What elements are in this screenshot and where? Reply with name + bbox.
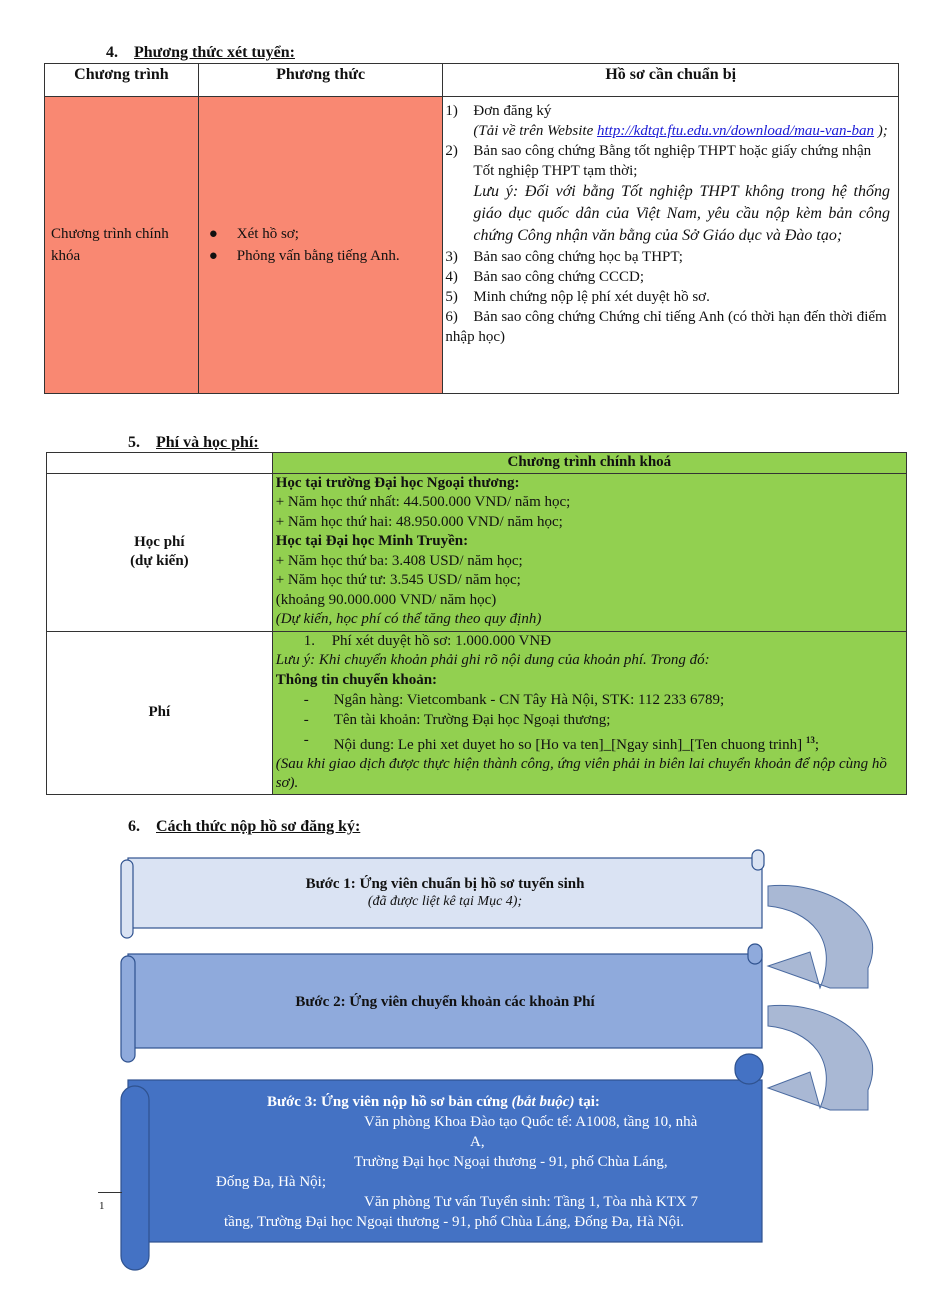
doc-item-5: 5) Minh chứng nộp lệ phí xét duyệt hồ sơ. xyxy=(445,289,710,305)
curved-arrow-2 xyxy=(768,1005,873,1110)
header-documents: Hồ sơ cần chuẩn bị xyxy=(443,64,899,97)
method-cell xyxy=(198,97,443,394)
method-item: ● Xét hồ sơ; xyxy=(208,226,299,242)
section-5-heading xyxy=(128,434,259,452)
footnote-separator xyxy=(98,1192,122,1193)
fee-label-cell: Phí xyxy=(47,631,273,794)
documents-cell xyxy=(443,97,899,394)
section-number: 5. xyxy=(128,434,140,451)
doc-item-4: 4) Bản sao công chứng CCCD; xyxy=(445,269,645,285)
header-main-program: Chương trình chính khoá xyxy=(272,453,906,474)
step-1-text: Bước 1: Ứng viên chuẩn bị hồ sơ tuyển sinh (đã được liệt kê tại Mục 4); xyxy=(305,876,585,909)
doc-item-2: 2) Bản sao công chứng Bằng tốt nghiệp THPT hoặc giấy chứng nhận Tốt nghiệp THPT tạm thời; xyxy=(445,143,872,179)
tuition-cell: Học tại trường Đại học Ngoại thương: + Năm học thứ nhất: 44.500.000 VND/ năm học; + Năm học thứ hai: 48.950.000 VND/ năm học; Học tại Đại học Minh Truyền: + Năm học thứ ba: 3.408 USD/ năm học; + Năm học thứ tư: 3.545 USD/ năm học; (khoảng 90.000.000 VND/ năm học) (Dự kiến, học phí có thể tăng theo quy định) xyxy=(272,473,906,631)
doc-item-1: 1) Đơn đăng ký xyxy=(445,103,552,119)
doc-item-2-note: Lưu ý: Đối với bằng Tốt nghiệp THPT không trong hệ thống giáo dục quốc dân của Việt Nam, yêu cầu nộp kèm bản công chứng Công nhận văn bằng của Sở Giáo dục và Đào tạo; xyxy=(473,183,890,244)
tuition-label-cell: Học phí (dự kiến) xyxy=(47,473,273,631)
empty-header-cell xyxy=(47,453,273,474)
section-title: Cách thức nộp hồ sơ đăng ký: xyxy=(156,818,361,835)
program-name: Chương trình chính khóa xyxy=(51,226,169,264)
doc-item-6: 6) Bản sao công chứng Chứng chỉ tiếng Anh (có thời hạn đến thời điểm nhập học) xyxy=(445,309,887,345)
section-4-heading xyxy=(106,44,295,62)
doc-item-3: 3) Bản sao công chứng học bạ THPT; xyxy=(445,249,683,265)
header-program: Chương trình xyxy=(45,64,199,97)
header-method: Phương thức xyxy=(198,64,443,97)
section-title: Phí và học phí: xyxy=(156,434,259,451)
section-number: 6. xyxy=(128,818,140,835)
admission-method-table xyxy=(44,63,899,394)
download-link[interactable]: http://kdtqt.ftu.edu.vn/download/mau-van-ban xyxy=(597,123,875,139)
fee-cell: 1. Phí xét duyệt hồ sơ: 1.000.000 VNĐ Lưu ý: Khi chuyển khoản phải ghi rõ nội dung của khoản phí. Trong đó: Thông tin chuyển khoản: - Ngân hàng: Vietcombank - CN Tây Hà Nội, STK: 112 233 6789; - Tên tài khoản: Trường Đại học Ngoại thương; - Nội dung: Le phi xet duyet ho so [Ho va ten]_[Ngay sinh]_[Ten chuong trinh] $^{13}$; (Sau khi giao dịch được thực hiện thành công, ứng viên phải in biên lai chuyển khoản để nộp cùng hồ sơ). xyxy=(272,631,906,794)
method-item: ● Phỏng vấn bằng tiếng Anh. xyxy=(208,248,400,264)
doc-item-1-note: (Tải về trên Website http://kdtqt.ftu.edu.vn/download/mau-van-ban ); xyxy=(473,123,888,139)
step-2-text: Bước 2: Ứng viên chuyển khoản các khoản Phí xyxy=(295,994,595,1010)
section-6-heading xyxy=(128,818,360,836)
curved-arrow-1 xyxy=(768,885,873,988)
fee-table xyxy=(46,452,907,795)
footnote-marker: 1 xyxy=(99,1200,105,1212)
section-number: 4. xyxy=(106,44,118,61)
section-title: Phương thức xét tuyển: xyxy=(134,44,295,61)
program-cell xyxy=(45,97,199,394)
step-3-text: Bước 3: Ứng viên nộp hồ sơ bản cứng (bắt buộc) tại: Văn phòng Khoa Đào tạo Quốc tế: A1008, tầng 10, nhà A, Trường Đại học Ngoại thương - 91, phố Chùa Láng, Đống Đa, Hà Nội; Văn phòng Tư vấn Tuyển sinh: Tầng 1, Tòa nhà KTX 7 tầng, Trường Đại học Ngoại thương - 91, phố Chùa Láng, Đống Đa, Hà Nội. xyxy=(216,1094,698,1230)
